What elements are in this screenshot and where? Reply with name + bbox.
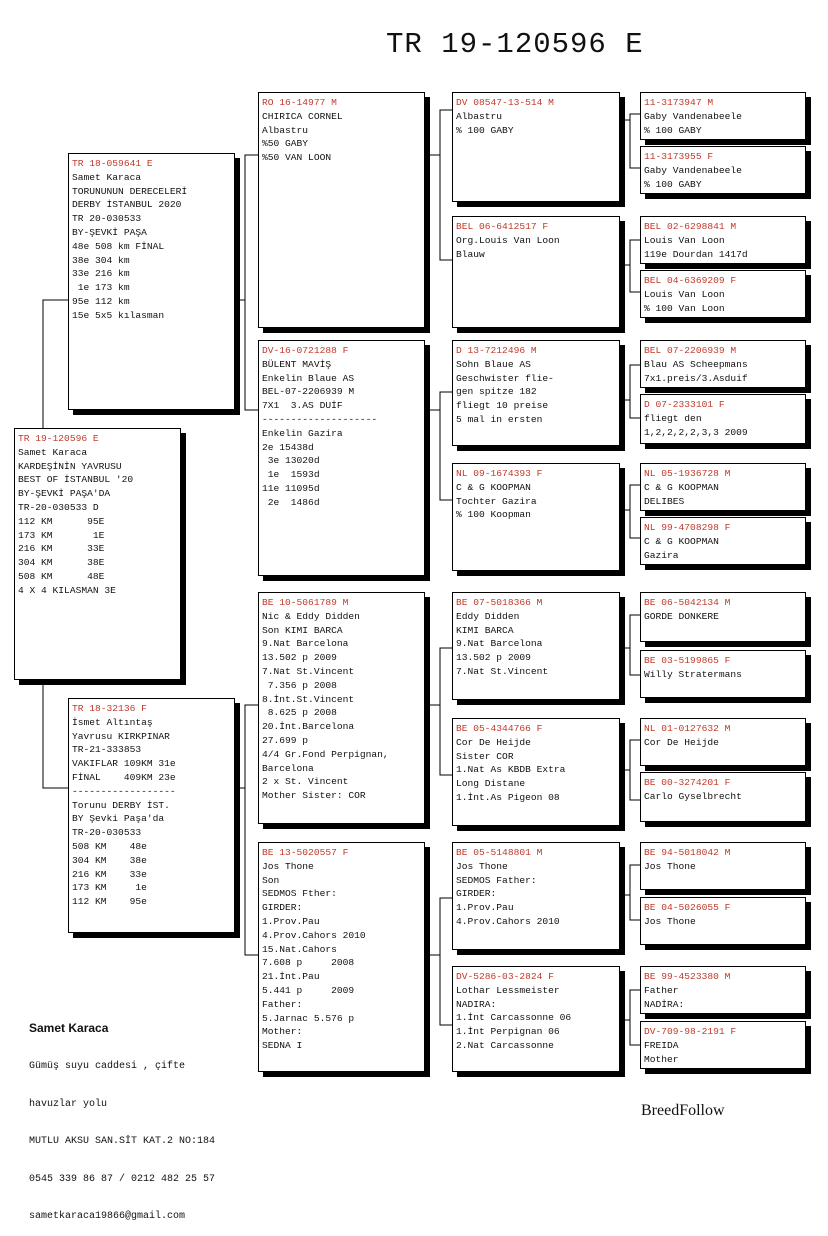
- pigeon-info-line: 5.441 p 2009: [262, 984, 355, 996]
- pigeon-info-line: TORUNUNUN DERECELERİ: [72, 185, 188, 197]
- pigeon-info-line: 20.İnt.Barcelona: [262, 721, 355, 733]
- pigeon-ring-id: TR 19-120596 E: [18, 433, 99, 444]
- pigeon-info-line: BY-ŞEVKİ PAŞA: [72, 226, 147, 238]
- pigeon-info-line: 119e Dourdan 1417d: [644, 248, 748, 260]
- owner-name: Samet Karaca: [29, 1021, 109, 1035]
- pigeon-info-line: Mother: [644, 1053, 679, 1065]
- pigeon-info-line: 7.Nat St.Vincent: [262, 665, 355, 677]
- pigeon-info-line: Father: [644, 984, 679, 996]
- pigeon-ring-id: DV 08547-13-514 M: [456, 97, 554, 108]
- pigeon-info-line: Jos Thone: [262, 860, 314, 872]
- pigeon-info-line: Torunu DERBY İST.: [72, 799, 170, 811]
- pigeon-info-line: % 100 Van Loon: [644, 302, 725, 314]
- pigeon-ring-id: D 07-2333101 F: [644, 399, 725, 410]
- pigeon-info-line: NADİRA:: [644, 998, 685, 1010]
- pigeon-info-line: C & G KOOPMAN: [644, 481, 719, 493]
- pigeon-info-line: fliegt 10 preise: [456, 400, 549, 412]
- pigeon-info-line: fliegt den: [644, 412, 702, 424]
- pigeon-info-line: 216 KM 33E: [18, 543, 105, 555]
- pigeon-info-line: Cor De Heijde: [456, 736, 531, 748]
- pigeon-info-line: 15e 5x5 kılasman: [72, 309, 165, 321]
- owner-contact-block: [29, 996, 215, 1236]
- gen4-card: [640, 650, 806, 698]
- pigeon-info-line: 5 mal in ersten: [456, 413, 543, 425]
- pigeon-info-line: 5.Jarnac 5.576 p: [262, 1012, 355, 1024]
- pigeon-info-line: Gaby Vandenabeele: [644, 164, 742, 176]
- pigeon-info-line: 1e 173 km: [72, 282, 130, 294]
- pigeon-info-line: Gazira: [644, 549, 679, 561]
- pigeon-ring-id: BE 03-5199865 F: [644, 655, 731, 666]
- pigeon-ring-id: NL 99-4708298 F: [644, 522, 731, 533]
- gen4-card: [640, 517, 806, 565]
- pigeon-ring-id: NL 01-0127632 M: [644, 723, 731, 734]
- pigeon-info-line: Enkelin Gazira: [262, 427, 343, 439]
- gen4-card: [640, 1021, 806, 1069]
- pigeon-info-line: İsmet Altıntaş: [72, 716, 153, 728]
- pigeon-info-line: FİNAL 409KM 23e: [72, 771, 176, 783]
- pigeon-info-line: Jos Thone: [644, 915, 696, 927]
- pigeon-info-line: TR-20-030533 D: [18, 501, 99, 513]
- pigeon-info-line: Jos Thone: [644, 860, 696, 872]
- subject-pigeon-card: [14, 428, 181, 680]
- pigeon-info-line: C & G KOOPMAN: [644, 535, 719, 547]
- pigeon-info-line: 15.Nat.Cahors: [262, 943, 337, 955]
- gen4-card: [640, 966, 806, 1014]
- pigeon-info-line: 13.502 p 2009: [262, 652, 337, 664]
- gen4-card: [640, 92, 806, 140]
- pigeon-info-line: SEDMOS Fther:: [262, 888, 337, 900]
- pigeon-info-line: 304 KM 38e: [72, 854, 147, 866]
- pigeon-ring-id: DV-5286-03-2824 F: [456, 971, 554, 982]
- pigeon-info-line: DERBY İSTANBUL 2020: [72, 199, 182, 211]
- pigeon-info-line: CHIRICA CORNEL: [262, 110, 343, 122]
- pigeon-info-line: Gaby Vandenabeele: [644, 110, 742, 122]
- pigeon-ring-id: DV-16-0721288 F: [262, 345, 349, 356]
- gen4-card: [640, 463, 806, 511]
- pigeon-ring-id: DV-709-98-2191 F: [644, 1026, 737, 1037]
- pigeon-info-line: Lothar Lessmeister: [456, 984, 560, 996]
- pigeon-info-line: 7.608 p 2008: [262, 957, 355, 969]
- pigeon-info-line: gen spitze 182: [456, 386, 537, 398]
- dam-card: [68, 698, 235, 933]
- pigeon-info-line: 304 KM 38E: [18, 557, 105, 569]
- pigeon-info-line: 9.Nat Barcelona: [456, 638, 543, 650]
- great-grandparent-card: [452, 842, 620, 950]
- pigeon-ring-id: BE 00-3274201 F: [644, 777, 731, 788]
- pigeon-info-line: VAKIFLAR 109KM 31e: [72, 758, 176, 770]
- gen4-card: [640, 772, 806, 822]
- pigeon-info-line: NADIRA:: [456, 998, 497, 1010]
- pigeon-info-line: 33e 216 km: [72, 268, 130, 280]
- pigeon-info-line: Louis Van Loon: [644, 288, 725, 300]
- pigeon-info-line: DELIBES: [644, 495, 685, 507]
- pigeon-info-line: 173 KM 1E: [18, 529, 105, 541]
- pigeon-info-line: Org.Louis Van Loon: [456, 234, 560, 246]
- pigeon-info-line: BÜLENT MAVİŞ: [262, 358, 332, 370]
- gen4-card: [640, 897, 806, 945]
- pigeon-info-line: 1.Prov.Pau: [262, 915, 320, 927]
- pigeon-info-line: Son KIMI BARCA: [262, 624, 343, 636]
- owner-address-line: Gümüş suyu caddesi , çifte: [29, 1061, 186, 1072]
- pigeon-info-line: 1.İnt.As Pigeon 08: [456, 791, 560, 803]
- pigeon-info-line: TR-20-030533: [72, 827, 142, 839]
- great-grandparent-card: [452, 92, 620, 202]
- pigeon-info-line: BY-ŞEVKİ PAŞA'DA: [18, 488, 111, 500]
- pigeon-info-line: 173 KM 1e: [72, 882, 147, 894]
- pigeon-info-line: --------------------: [262, 413, 378, 425]
- pigeon-info-line: 4 X 4 KILASMAN 3E: [18, 584, 116, 596]
- pigeon-ring-id: NL 05-1936728 M: [644, 468, 731, 479]
- pigeon-info-line: Father:: [262, 998, 303, 1010]
- pigeon-info-line: 2 x St. Vincent: [262, 776, 349, 788]
- pigeon-info-line: 11e 11095d: [262, 482, 320, 494]
- pigeon-info-line: 2.Nat Carcassonne: [456, 1039, 554, 1051]
- pigeon-info-line: %50 GABY: [262, 138, 309, 150]
- pigeon-info-line: 4.Prov.Cahors 2010: [262, 929, 366, 941]
- pigeon-info-line: Blau AS Scheepmans: [644, 358, 748, 370]
- pigeon-info-line: Mother:: [262, 1026, 303, 1038]
- pigeon-info-line: 508 KM 48E: [18, 570, 105, 582]
- great-grandparent-card: [452, 966, 620, 1072]
- pigeon-ring-id: BEL 07-2206939 M: [644, 345, 737, 356]
- pigeon-info-line: Sohn Blaue AS: [456, 358, 531, 370]
- pigeon-info-line: Carlo Gyselbrecht: [644, 790, 742, 802]
- pigeon-ring-id: RO 16-14977 M: [262, 97, 337, 108]
- grandparent-card: [258, 592, 425, 824]
- pigeon-info-line: BY Şevki Paşa'da: [72, 813, 165, 825]
- pigeon-info-line: Samet Karaca: [18, 446, 88, 458]
- pigeon-ring-id: BEL 06-6412517 F: [456, 221, 549, 232]
- pigeon-info-line: 13.502 p 2009: [456, 652, 531, 664]
- great-grandparent-card: [452, 463, 620, 571]
- pigeon-ring-id: BE 94-5018042 M: [644, 847, 731, 858]
- pigeon-info-line: FREIDA: [644, 1039, 679, 1051]
- sire-card: [68, 153, 235, 410]
- pigeon-info-line: % 100 Koopman: [456, 509, 531, 521]
- gen4-card: [640, 394, 806, 444]
- pigeon-info-line: 7X1 3.AS DUİF: [262, 400, 343, 412]
- pigeon-info-line: 112 KM 95e: [72, 896, 147, 908]
- pigeon-ring-id: 11-3173955 F: [644, 151, 714, 162]
- pigeon-info-line: 4.Prov.Cahors 2010: [456, 915, 560, 927]
- pigeon-info-line: % 100 GABY: [644, 178, 702, 190]
- great-grandparent-card: [452, 216, 620, 328]
- pigeon-ring-id: BE 99-4523380 M: [644, 971, 731, 982]
- pigeon-info-line: Mother Sister: COR: [262, 790, 366, 802]
- pigeon-info-line: 508 KM 48e: [72, 840, 147, 852]
- pigeon-ring-id: BE 05-5148801 M: [456, 847, 543, 858]
- pigeon-info-line: Louis Van Loon: [644, 234, 725, 246]
- pigeon-ring-id: BE 04-5026055 F: [644, 902, 731, 913]
- pigeon-info-line: 7.356 p 2008: [262, 679, 337, 691]
- gen4-card: [640, 842, 806, 890]
- pigeon-info-line: 21.İnt.Pau: [262, 971, 320, 983]
- pigeon-info-line: Blauw: [456, 248, 485, 260]
- pigeon-info-line: 7.Nat St.Vincent: [456, 665, 549, 677]
- pigeon-info-line: Albastru: [456, 110, 503, 122]
- pigeon-info-line: KARDEŞİNİN YAVRUSU: [18, 460, 122, 472]
- pigeon-info-line: 27.699 p: [262, 734, 309, 746]
- pigeon-ring-id: TR 18-32136 F: [72, 703, 147, 714]
- pigeon-info-line: %50 VAN LOON: [262, 152, 332, 164]
- pigeon-info-line: ------------------: [72, 785, 176, 797]
- pigeon-info-line: 7x1.preis/3.Asduif: [644, 372, 748, 384]
- pigeon-info-line: 8.İnt.St.Vincent: [262, 693, 355, 705]
- pigeon-ring-id: BE 06-5042134 M: [644, 597, 731, 608]
- pigeon-info-line: BEST OF İSTANBUL '20: [18, 474, 134, 486]
- pigeon-info-line: Enkelin Blaue AS: [262, 372, 355, 384]
- pigeon-info-line: 1.Prov.Pau: [456, 902, 514, 914]
- pigeon-info-line: GIRDER:: [262, 902, 303, 914]
- pigeon-ring-id: 11-3173947 M: [644, 97, 714, 108]
- grandparent-card: [258, 340, 425, 576]
- pigeon-ring-id: TR 18-059641 E: [72, 158, 153, 169]
- pigeon-info-line: Samet Karaca: [72, 171, 142, 183]
- pigeon-info-line: 1,2,2,2,2,3,3 2009: [644, 426, 748, 438]
- great-grandparent-card: [452, 340, 620, 446]
- gen4-card: [640, 146, 806, 194]
- pigeon-info-line: Long Distane: [456, 778, 526, 790]
- pigeon-ring-id: NL 09-1674393 F: [456, 468, 543, 479]
- pigeon-info-line: Yavrusu KIRKPINAR: [72, 730, 170, 742]
- pigeon-info-line: 95e 112 km: [72, 295, 130, 307]
- pigeon-info-line: C & G KOOPMAN: [456, 481, 531, 493]
- gen4-card: [640, 340, 806, 388]
- pigeon-info-line: 8.625 p 2008: [262, 707, 337, 719]
- pigeon-info-line: Son: [262, 874, 280, 886]
- pigeon-info-line: 1e 1593d: [262, 469, 320, 481]
- pigeon-ring-id: BE 07-5018366 M: [456, 597, 543, 608]
- pigeon-info-line: Albastru: [262, 124, 309, 136]
- owner-address-line: havuzlar yolu: [29, 1098, 108, 1110]
- pigeon-info-line: 38e 304 km: [72, 254, 130, 266]
- brand-watermark: BreedFollow: [641, 1102, 725, 1119]
- pigeon-info-line: SEDMOS Father:: [456, 874, 537, 886]
- pigeon-info-line: BEL-07-2206939 M: [262, 386, 355, 398]
- pigeon-info-line: 3e 13020d: [262, 455, 320, 467]
- pigeon-ring-id: BE 05-4344766 F: [456, 723, 543, 734]
- owner-address-line: MUTLU AKSU SAN.SİT KAT.2 NO:184: [29, 1136, 216, 1147]
- gen4-card: [640, 216, 806, 264]
- pigeon-info-line: GORDE DONKERE: [644, 610, 719, 622]
- pigeon-info-line: Geschwister flie-: [456, 372, 554, 384]
- pigeon-ring-id: BEL 02-6298841 M: [644, 221, 737, 232]
- pigeon-info-line: KIMI BARCA: [456, 624, 514, 636]
- pigeon-info-line: 1.İnt Carcassonne 06: [456, 1012, 572, 1024]
- pigeon-info-line: GIRDER:: [456, 888, 497, 900]
- pigeon-info-line: % 100 GABY: [456, 124, 514, 136]
- pigeon-info-line: 2e 1486d: [262, 496, 320, 508]
- gen4-card: [640, 718, 806, 766]
- gen4-card: [640, 270, 806, 318]
- pigeon-info-line: % 100 GABY: [644, 124, 702, 136]
- grandparent-card: [258, 842, 425, 1072]
- pigeon-ring-id: D 13-7212496 M: [456, 345, 537, 356]
- pigeon-info-line: Nic & Eddy Didden: [262, 610, 360, 622]
- great-grandparent-card: [452, 718, 620, 826]
- pigeon-info-line: Cor De Heijde: [644, 736, 719, 748]
- pigeon-info-line: 4/4 Gr.Fond Perpignan,: [262, 748, 389, 760]
- pigeon-info-line: 48e 508 km FİNAL: [72, 240, 165, 252]
- pigeon-info-line: Barcelona: [262, 762, 314, 774]
- pigeon-ring-id: BEL 04-6369209 F: [644, 275, 737, 286]
- pigeon-info-line: Tochter Gazira: [456, 495, 537, 507]
- owner-email: sametkaraca19866@gmail.com: [29, 1211, 186, 1222]
- pedigree-title: TR 19-120596 E: [386, 28, 644, 61]
- pigeon-info-line: Eddy Didden: [456, 610, 520, 622]
- pigeon-info-line: Jos Thone: [456, 860, 508, 872]
- pigeon-info-line: 1.Nat As KBDB Extra: [456, 764, 566, 776]
- pigeon-ring-id: BE 13-5020557 F: [262, 847, 349, 858]
- owner-phone: 0545 339 86 87 / 0212 482 25 57: [29, 1173, 216, 1185]
- grandparent-card: [258, 92, 425, 328]
- gen4-card: [640, 592, 806, 642]
- pigeon-info-line: 9.Nat Barcelona: [262, 638, 349, 650]
- great-grandparent-card: [452, 592, 620, 700]
- pigeon-info-line: 112 KM 95E: [18, 515, 105, 527]
- pigeon-info-line: TR-21-333853: [72, 744, 142, 756]
- pigeon-info-line: Sister COR: [456, 750, 514, 762]
- pigeon-ring-id: BE 10-5061789 M: [262, 597, 349, 608]
- pigeon-info-line: TR 20-030533: [72, 213, 142, 225]
- pigeon-info-line: 2e 15438d: [262, 441, 314, 453]
- pigeon-info-line: Willy Stratermans: [644, 668, 742, 680]
- pigeon-info-line: SEDNA I: [262, 1040, 303, 1052]
- pigeon-info-line: 216 KM 33e: [72, 868, 147, 880]
- pigeon-info-line: 1.İnt Perpignan 06: [456, 1026, 560, 1038]
